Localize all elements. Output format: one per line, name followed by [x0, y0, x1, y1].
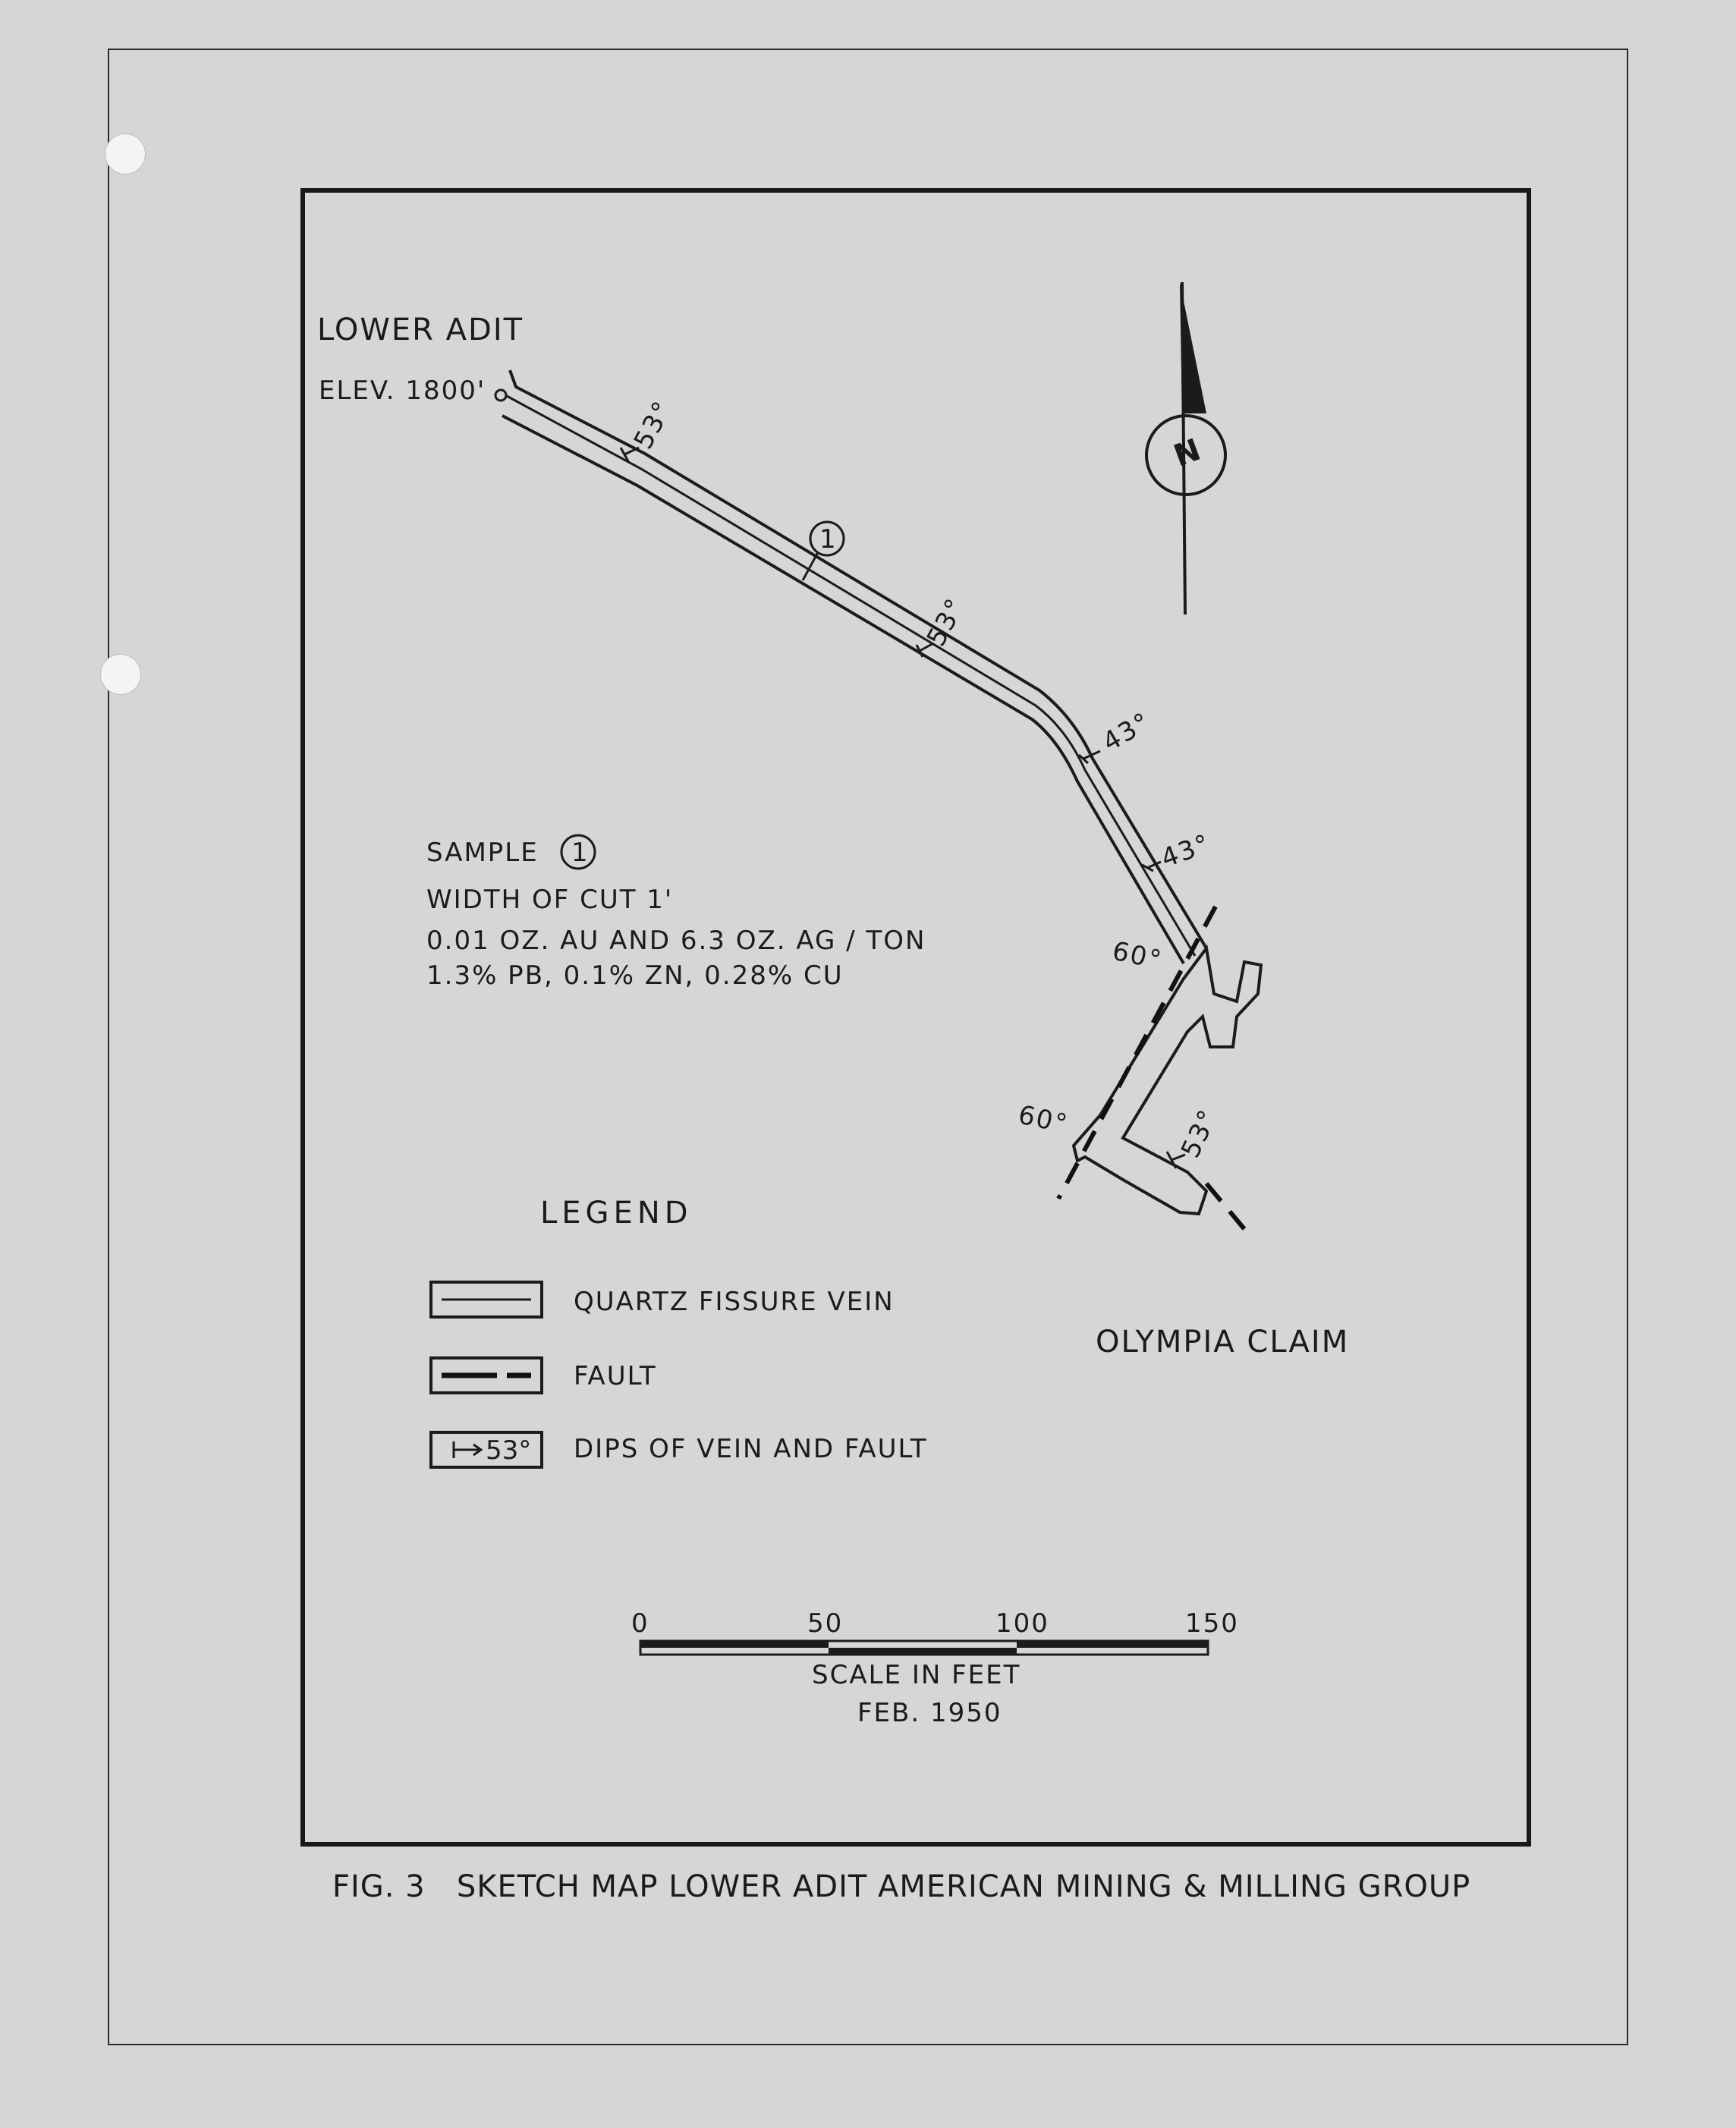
scale-tick-0: 0 [631, 1608, 649, 1639]
legend-label-vein: QUARTZ FISSURE VEIN [574, 1287, 895, 1317]
legend-title: LEGEND [540, 1196, 693, 1231]
dip-label-4: 43° [1157, 828, 1216, 875]
scale-label: SCALE IN FEET [812, 1660, 1021, 1690]
sample-heading: SAMPLE [426, 838, 539, 868]
sample-heading-number: 1 [571, 838, 590, 868]
sample-width-of-cut: WIDTH OF CUT 1' [426, 885, 674, 915]
north-label: N [1169, 432, 1207, 474]
sample-number-map: 1 [819, 524, 838, 555]
fault-dip-label-1: 60° [1109, 935, 1165, 976]
scale-bar [640, 1641, 1208, 1655]
fault-dip-label-2: 60° [1015, 1099, 1071, 1140]
legend-dip-symbol-text: 53° [486, 1435, 532, 1466]
quartz-vein-line [507, 396, 1195, 956]
scale-tick-50: 50 [807, 1608, 844, 1639]
dip-label-2: 53° [920, 593, 972, 652]
claim-name: OLYMPIA CLAIM [1096, 1325, 1350, 1359]
lower-adit-title: LOWER ADIT [317, 313, 524, 347]
dip-label-5: 53° [1175, 1104, 1225, 1163]
adit-wall-lower [502, 416, 1184, 963]
map-date: FEB. 1950 [857, 1698, 1002, 1728]
elevation-label: ELEV. 1800' [319, 376, 486, 406]
dip-label-3: 43° [1097, 706, 1156, 758]
figure-caption: FIG. 3 SKETCH MAP LOWER ADIT AMERICAN MINING & MILLING GROUP [332, 1869, 1471, 1904]
legend-label-dips: DIPS OF VEIN AND FAULT [574, 1434, 928, 1464]
legend-symbol-fault-icon [431, 1358, 542, 1393]
workings-outline [1074, 948, 1261, 1214]
legend-symbol-vein-icon [431, 1282, 542, 1317]
sample-assay-line2: 1.3% PB, 0.1% ZN, 0.28% CU [426, 960, 844, 991]
portal-marker [495, 390, 506, 401]
scale-tick-100: 100 [995, 1608, 1049, 1639]
fault-line-branch [1206, 1183, 1244, 1229]
dip-label-1: 53° [627, 395, 679, 454]
scale-tick-150: 150 [1185, 1608, 1239, 1639]
sample-assay-line1: 0.01 OZ. AU AND 6.3 OZ. AG / TON [426, 926, 926, 956]
adit-wall-upper [510, 370, 1206, 948]
legend-label-fault: FAULT [574, 1361, 657, 1391]
